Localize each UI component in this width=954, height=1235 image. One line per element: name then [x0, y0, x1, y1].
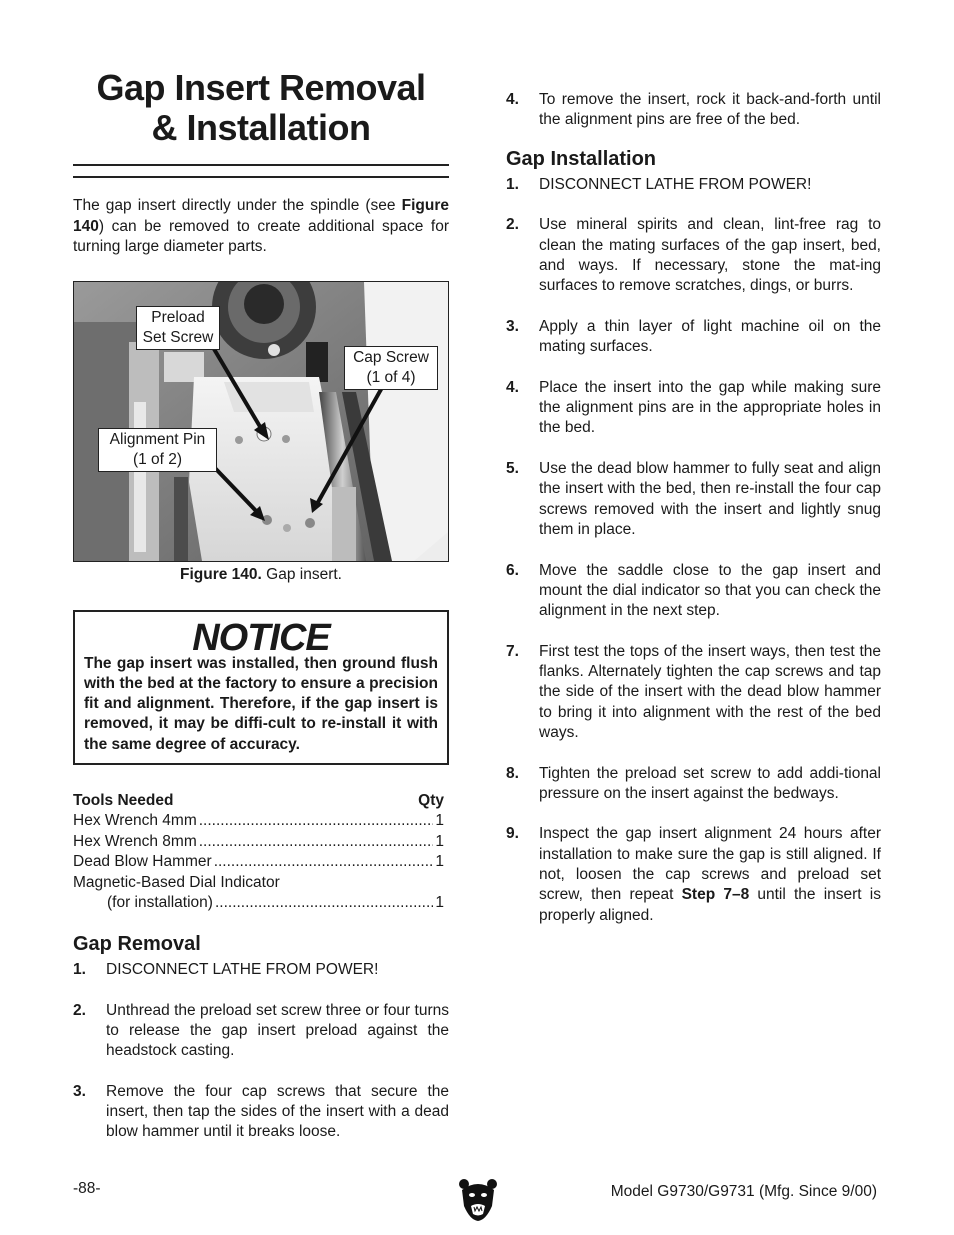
step-item: 2. Unthread the preload set screw three or four turns to release the gap insert preload against the headstock casting. — [73, 1001, 449, 1060]
lathe-photo-illustration — [74, 282, 448, 561]
figure-reference: Figure 140 — [73, 197, 449, 235]
tools-header: Tools Needed Qty — [73, 791, 444, 809]
step-item: 8. Tighten the preload set screw to add addi-tional pressure on the insert against the bedways. — [506, 764, 881, 802]
notice-title: NOTICE — [192, 616, 330, 659]
notice-text: The gap insert was installed, then ground flush with the bed at the factory to ensure a precision fit and alignment. Therefore, if the gap insert is removed, it may be diffi-cult to re-install it with the same degree of accuracy. — [84, 654, 438, 753]
gap-removal-heading: Gap Removal — [73, 932, 201, 955]
page-title-line-1: Gap Insert Removal — [96, 67, 426, 108]
page-title — [73, 68, 449, 148]
step-item: 1. DISCONNECT LATHE FROM POWER! — [506, 175, 812, 193]
figure-caption: Figure 140. Gap insert. — [180, 565, 342, 583]
gap-installation-steps — [506, 175, 881, 926]
notice-box — [73, 610, 449, 765]
callout-cap-screw: Cap Screw (1 of 4) — [344, 346, 438, 390]
step-item: 1. DISCONNECT LATHE FROM POWER! — [73, 960, 379, 978]
callout-preload-set-screw: Preload Set Screw — [136, 306, 220, 350]
step-item: 9. Inspect the gap insert alignment 24 hours after installation to make sure the gap is still aligned. If not, loosen the cap screws and preload set screw, then repeat Step 7–8 until the insert is properly aligned. — [506, 825, 881, 924]
model-info: Model G9730/G9731 (Mfg. Since 9/00) — [610, 1183, 877, 1200]
tool-item: (for installation) ..... 1 — [73, 893, 444, 914]
title-divider — [73, 164, 449, 178]
step-item: 2. Use mineral spirits and clean, lint-free rag to clean the mating surfaces of the gap insert, bed, and ways. If necessary, stone the mat-ing surfaces to remove scratches, dings, or burrs. — [506, 216, 881, 295]
bear-logo-icon — [458, 1176, 498, 1222]
tool-item: Dead Blow Hammer ..... 1 — [73, 852, 444, 873]
intro-paragraph: The gap insert directly under the spindle (see Figure 140) can be removed to create additional space for turning large diameter parts. — [73, 197, 449, 255]
step-item: 3. Remove the four cap screws that secure the insert, then tap the sides of the insert with a dead blow hammer until it breaks loose. — [73, 1082, 449, 1141]
tool-item: Hex Wrench 4mm ..... 1 — [73, 811, 444, 832]
step-item: 4. Place the insert into the gap while making sure the alignment pins are in the appropriate holes in the bed. — [506, 378, 881, 437]
step-item: 5. Use the dead blow hammer to fully seat and align the insert with the bed, then re-install the four cap screws removed with the insert and lightly snug them in place. — [506, 460, 881, 538]
step-item: 3. Apply a thin layer of light machine oil on the mating surfaces. — [506, 317, 881, 356]
tool-item: Hex Wrench 8mm ..... 1 — [73, 832, 444, 853]
gap-removal-steps-continued — [506, 90, 881, 131]
tool-item: Magnetic-Based Dial Indicator — [73, 873, 280, 891]
page-number: -88- — [73, 1180, 101, 1197]
gap-removal-steps — [73, 960, 449, 1143]
callout-alignment-pin: Alignment Pin (1 of 2) — [98, 428, 217, 472]
page-title-line-2: & Installation — [151, 107, 371, 148]
tools-needed-list — [73, 791, 444, 914]
step-item: 4. To remove the insert, rock it back-and-forth until the alignment pins are free of the bed. — [506, 91, 881, 129]
left-column — [73, 68, 449, 1163]
right-column — [506, 90, 881, 946]
step-item: 7. First test the tops of the insert ways, then test the flanks. Alternately tighten the cap screws and tap the side of the insert with the dead blow hammer to bring it into alignment with the rest of the bed ways. — [506, 642, 881, 741]
step-item: 6. Move the saddle close to the gap insert and mount the dial indicator so that you can check the alignment in the next step. — [506, 561, 881, 620]
gap-installation-heading: Gap Installation — [506, 147, 657, 170]
gap-insert-photo — [73, 281, 449, 562]
